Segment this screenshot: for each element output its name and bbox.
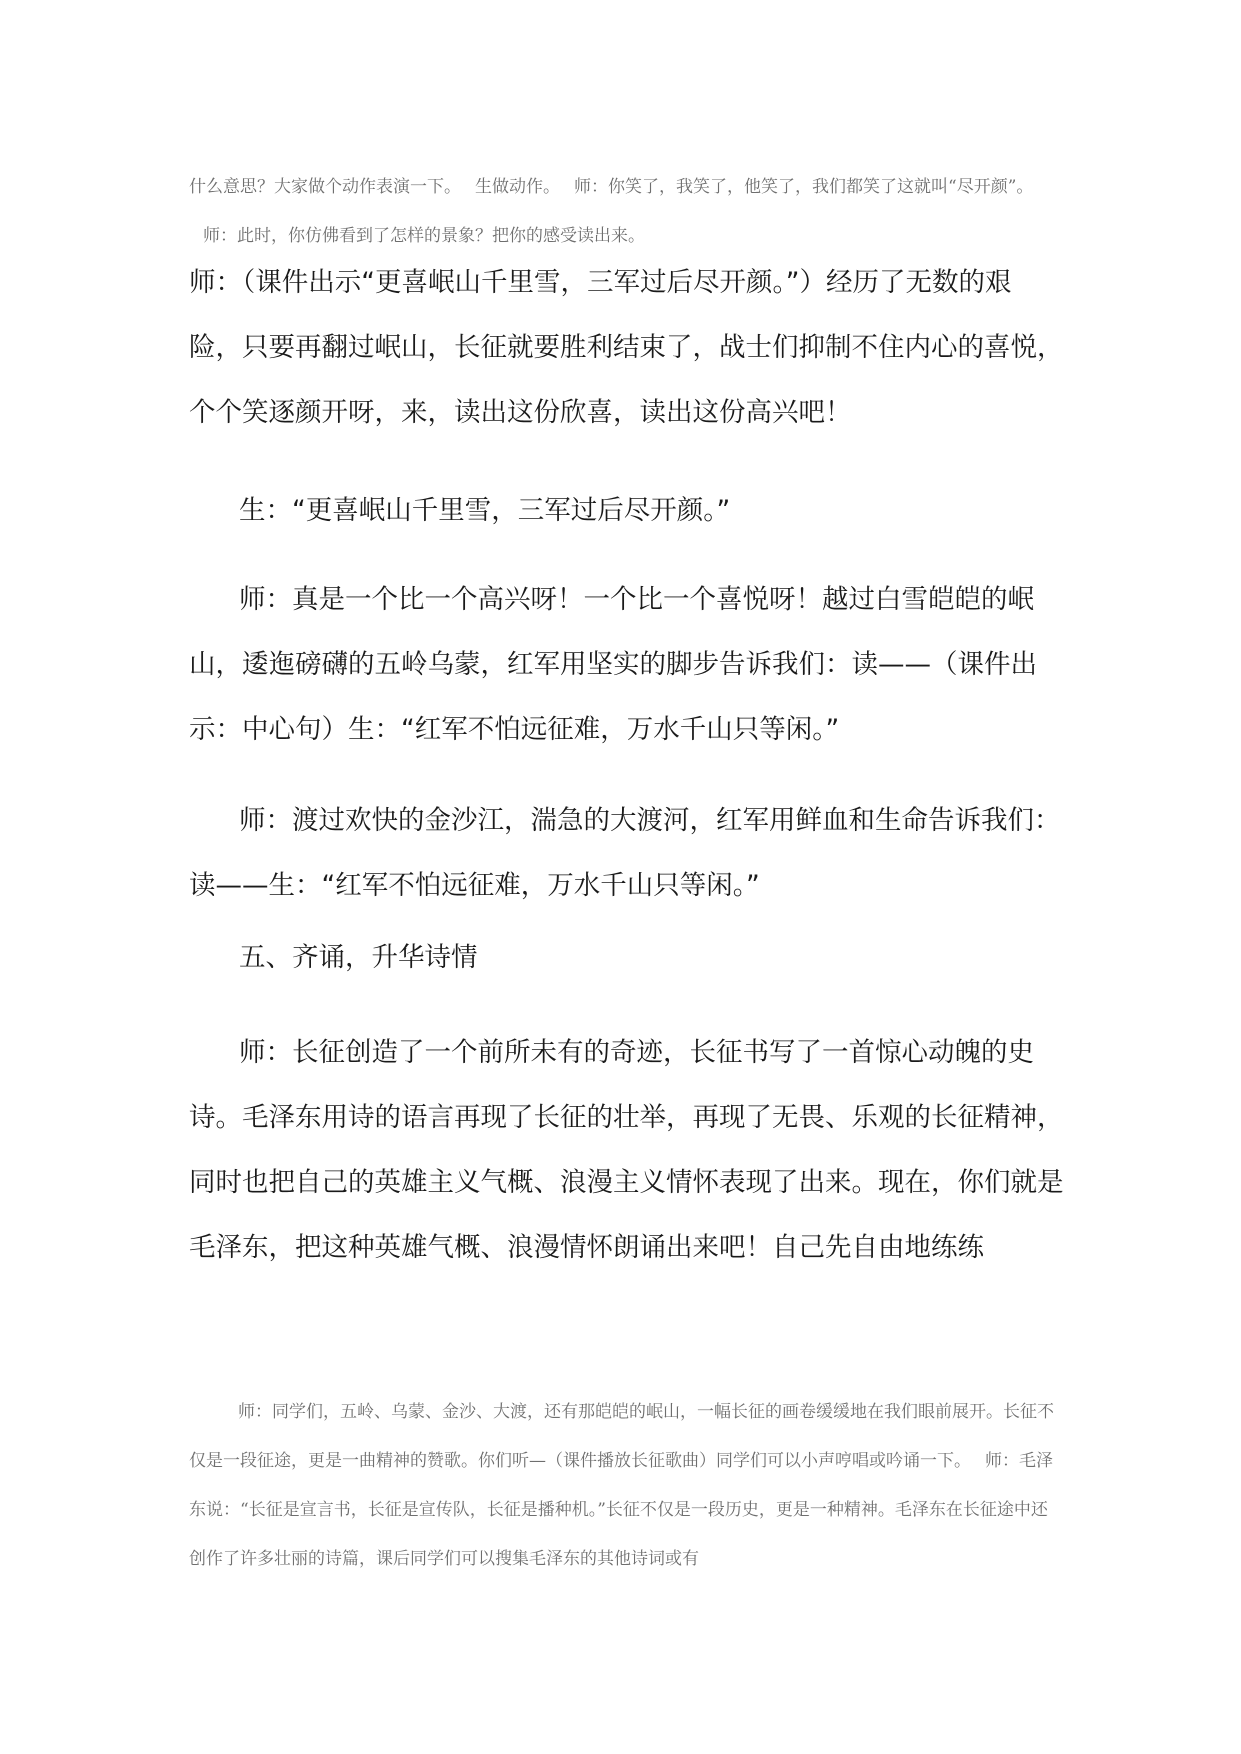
excerpt-segment: 师：同学们，五岭、乌蒙、金沙、大渡，还有那皑皑的岷山，一幅长征的画卷缓缓地在我们眼前展开。长征不仅是一段征途，更是一曲精神的赞歌。你们听—（课件播放长征歌曲）同学们可以小声哼唱或吟诵一下。 bbox=[189, 1402, 1054, 1471]
bottom-excerpt bbox=[189, 1388, 1061, 1584]
excerpt-segment: 师：此时，你仿佛看到了怎样的景象？把你的感受读出来。 bbox=[203, 226, 645, 246]
excerpt-segment: 生做动作。 bbox=[475, 177, 560, 197]
paragraph-teacher-intro: 师：（课件出示“更喜岷山千里雪，三军过后尽开颜。”）经历了无数的艰险，只要再翻过岷山，长征就要胜利结束了，战士们抑制不住内心的喜悦，个个笑逐颜开呀，来，读出这份欣喜，读出这份高兴吧！ bbox=[189, 267, 1064, 428]
top-excerpt bbox=[189, 163, 1061, 261]
paragraph-teacher-wuling: 师：真是一个比一个高兴呀！一个比一个喜悦呀！越过白雪皑皑的岷山，逶迤磅礴的五岭乌蒙，红军用坚实的脚步告诉我们：读——（课件出示：中心句）生：“红军不怕远征难，万水千山只等闲。” bbox=[189, 584, 1037, 745]
excerpt-segment: 师：你笑了，我笑了，他笑了，我们都笑了这就叫“尽开颜”。 bbox=[574, 177, 1034, 197]
paragraph-teacher-jinsha: 师：渡过欢快的金沙江，湍急的大渡河，红军用鲜血和生命告诉我们：读——生：“红军不怕远征难，万水千山只等闲。” bbox=[189, 805, 1061, 901]
excerpt-segment: 什么意思？大家做个动作表演一下。 bbox=[189, 177, 461, 197]
paragraph-teacher-epic: 师：长征创造了一个前所未有的奇迹，长征书写了一首惊心动魄的史诗。毛泽东用诗的语言再现了长征的壮举，再现了无畏、乐观的长征精神，同时也把自己的英雄主义气概、浪漫主义情怀表现了出来。现在，你们就是毛泽东，把这种英雄气概、浪漫情怀朗诵出来吧！自己先自由地练练 bbox=[189, 1037, 1064, 1263]
section-heading: 五、齐诵，升华诗情 bbox=[239, 942, 478, 973]
paragraph-student-reading: 生：“更喜岷山千里雪，三军过后尽开颜。” bbox=[239, 495, 731, 526]
excerpt-segment: 师：毛泽东说：“长征是宣言书，长征是宣传队，长征是播种机。”长征不仅是一段历史，更是一种精神。毛泽东在长征途中还创作了许多壮丽的诗篇，课后同学们可以搜集毛泽东的其他诗词或有 bbox=[189, 1451, 1053, 1569]
